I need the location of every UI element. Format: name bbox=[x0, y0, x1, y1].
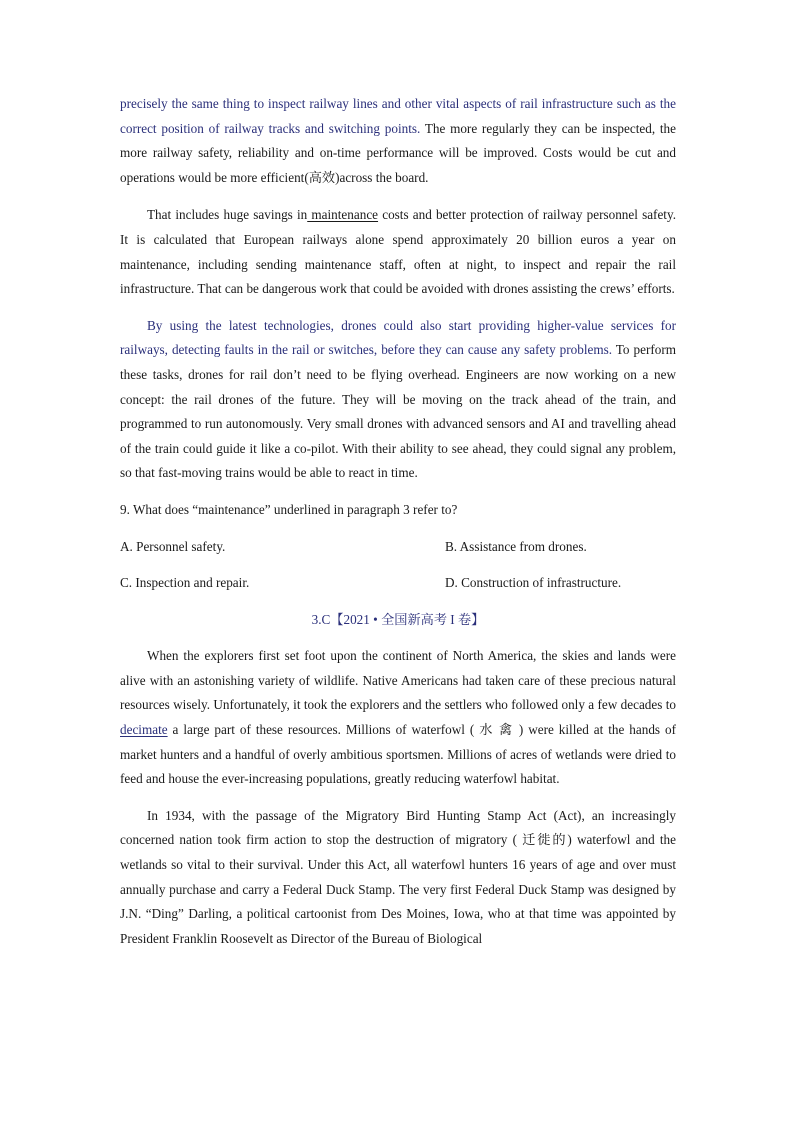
body-text: That includes huge savings in bbox=[147, 207, 308, 223]
question-stem: 9. What does “maintenance” underlined in paragraph 3 refer to? bbox=[120, 501, 458, 517]
highlighted-text: By using the latest technologies, drones could also start providing higher-value services for railways, detecting faults in the rail or switches, before they can cause any safety problems. bbox=[120, 317, 676, 358]
body-text: When the explorers first set foot upon the continent of North America, the skies and lands were alive with an astonishing variety of wildlife. Native Americans had taken care of these precious natural resources wisely. Unfortunately, it took the explorers and the settlers who followed only a few decades to bbox=[120, 648, 676, 713]
body-text: costs and better protection of railway personnel safety. It is calculated that European railways alone spend approximately 20 billion euros a year on maintenance, including sending maintenance staff, often at night, to inspect and repair the rail infrastructure. That can be dangerous work that could be avoided with drones assisting the crews’ efforts. bbox=[120, 207, 676, 297]
option-c[interactable]: C. Inspection and repair. bbox=[120, 575, 250, 591]
option-b[interactable]: B. Assistance from drones. bbox=[445, 538, 587, 554]
body-text: To perform these tasks, drones for rail don’t need to be flying overhead. Engineers are now working on a new concept: the rail drones of the future. They will be moving on the track ahead of the train, and programmed to run autonomously. Very small drones with advanced sensors and AI and travelling ahead of the train could guide it like a co-pilot. With their ability to see ahead, they could signal any problem, so that fast-moving trains would be able to react in time. bbox=[120, 342, 676, 481]
highlighted-text: precisely the same thing to inspect railway lines and other vital aspects of rail infrastructure such as the correct position of railway tracks and switching points. bbox=[120, 96, 676, 136]
body-text: a large part of these resources. Millions of waterfowl ( 水 禽 ) were killed at the hands of market hunters and a handful of overly ambitious sportsmen. Millions of acres of wetlands were dried to feed and house the ever-increasing populations, greatly reducing waterfowl habitat. bbox=[120, 722, 676, 787]
paragraph-rail-drones bbox=[120, 314, 676, 486]
paragraph-explorers bbox=[120, 644, 676, 792]
option-a[interactable]: A. Personnel safety. bbox=[120, 538, 226, 554]
paragraph-duck-stamp: In 1934, with the passage of the Migratory Bird Hunting Stamp Act (Act), an increasingly concerned nation took firm action to stop the destruction of migratory ( 迁徙的) waterfowl and the wetlands so vital to their survival. Under this Act, all waterfowl hunters 16 years of age and over must annually purchase and carry a Federal Duck Stamp. The very first Federal Duck Stamp was designed by J.N. “Ding” Darling, a political cartoonist from Des Moines, Iowa, who at that time was appointed by President Franklin Roosevelt as Director of the Bureau of Biological bbox=[120, 807, 676, 946]
underlined-word-decimate: decimate bbox=[120, 722, 168, 738]
options-row-1 bbox=[120, 535, 676, 560]
underlined-word-maintenance: maintenance bbox=[307, 207, 379, 223]
document-page bbox=[120, 92, 676, 951]
option-d[interactable]: D. Construction of infrastructure. bbox=[445, 575, 622, 591]
paragraph-drones-inspection bbox=[120, 92, 676, 190]
section-title: 3.C【2021 • 全国新高考 I 卷】 bbox=[311, 611, 485, 627]
options-row-2 bbox=[120, 571, 676, 596]
body-text: The more regularly they can be inspected, the more railway safety, reliability and on-time performance will be improved. Costs would be cut and operations would be more efficient(高效)across the board. bbox=[120, 120, 676, 185]
paragraph-maintenance bbox=[120, 203, 676, 301]
